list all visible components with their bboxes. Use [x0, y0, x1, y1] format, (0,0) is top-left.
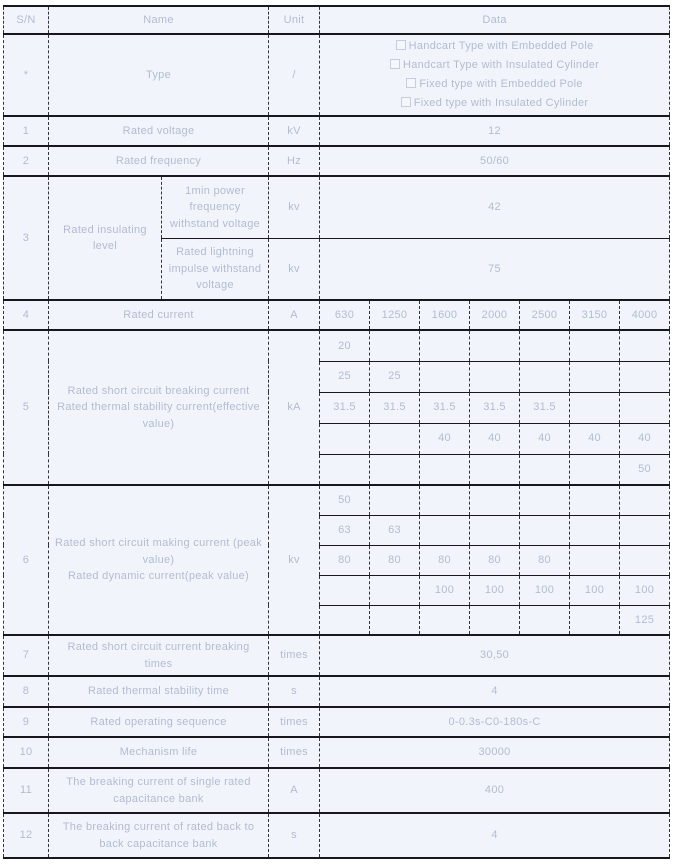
row-1	[4, 116, 670, 146]
cell-value: 30000	[320, 737, 670, 768]
grid-cell	[570, 515, 620, 545]
cell-unit: times	[269, 707, 320, 737]
cell-sn: 4	[4, 300, 49, 330]
grid-cell	[370, 605, 420, 635]
grid-cell: 31.5	[320, 392, 370, 423]
grid-cell: 31.5	[470, 392, 520, 423]
specification-table	[3, 5, 670, 859]
grid-cell	[520, 605, 570, 635]
checkbox-icon	[390, 59, 400, 69]
cell-sn: 5	[4, 330, 49, 485]
row-7	[4, 635, 670, 676]
cell-current-rating: 2500	[520, 300, 570, 330]
grid-cell	[370, 575, 420, 605]
grid-cell: 63	[370, 515, 420, 545]
grid-cell	[620, 361, 670, 392]
row-5-sub-0	[4, 330, 670, 361]
cell-value: 75	[320, 238, 670, 300]
cell-name	[49, 485, 269, 635]
cell-unit: kV	[269, 116, 320, 146]
name-line: Rated thermal stability current(effective value)	[57, 401, 260, 430]
grid-cell: 63	[320, 515, 370, 545]
grid-cell	[420, 515, 470, 545]
checkbox-icon	[396, 40, 406, 50]
grid-cell	[520, 330, 570, 361]
row-9	[4, 707, 670, 737]
grid-cell: 80	[370, 545, 420, 575]
type-option-label: Handcart Type with Insulated Cylinder	[402, 59, 600, 71]
name-line: Rated short circuit breaking current	[67, 384, 250, 397]
cell-name: Rated short circuit current breaking times	[49, 635, 269, 676]
grid-cell	[370, 454, 420, 485]
grid-cell: 25	[320, 361, 370, 392]
cell-unit: A	[269, 300, 320, 330]
cell-group-name: Rated insulating level	[49, 176, 162, 300]
grid-cell	[470, 485, 520, 515]
row-2	[4, 146, 670, 176]
grid-cell	[420, 454, 470, 485]
column-header-name: Name	[49, 6, 269, 34]
grid-cell	[420, 485, 470, 515]
row-11	[4, 768, 670, 813]
grid-cell: 100	[620, 575, 670, 605]
cell-sn: 6	[4, 485, 49, 635]
cell-name: The breaking current of single rated capacitance bank	[49, 768, 269, 813]
grid-cell: 31.5	[520, 392, 570, 423]
cell-unit: kA	[269, 330, 320, 485]
grid-cell	[370, 485, 420, 515]
cell-sn: 11	[4, 768, 49, 813]
cell-sn: 2	[4, 146, 49, 176]
grid-cell: 31.5	[370, 392, 420, 423]
cell-name	[49, 330, 269, 485]
cell-unit: A	[269, 768, 320, 813]
grid-cell	[620, 485, 670, 515]
grid-cell	[320, 423, 370, 454]
grid-cell	[520, 361, 570, 392]
grid-cell: 40	[470, 423, 520, 454]
cell-value: 400	[320, 768, 670, 813]
column-header-unit: Unit	[269, 6, 320, 34]
grid-cell: 40	[570, 423, 620, 454]
cell-unit: kv	[269, 485, 320, 635]
grid-cell	[620, 545, 670, 575]
grid-cell: 40	[620, 423, 670, 454]
row-4	[4, 300, 670, 330]
column-header-sn: S/N	[4, 6, 49, 34]
grid-cell	[620, 330, 670, 361]
name-line: Rated short circuit making current (peak value)	[54, 537, 263, 566]
cell-current-rating: 2000	[470, 300, 520, 330]
grid-cell: 40	[420, 423, 470, 454]
grid-cell	[570, 361, 620, 392]
cell-sn: 3	[4, 176, 49, 300]
cell-current-rating: 3150	[570, 300, 620, 330]
grid-cell: 80	[470, 545, 520, 575]
grid-cell	[420, 330, 470, 361]
row-12	[4, 813, 670, 858]
cell-unit: kv	[269, 176, 320, 238]
grid-cell	[570, 392, 620, 423]
cell-name: Type	[49, 34, 269, 116]
grid-cell	[570, 454, 620, 485]
cell-sub-name: 1min power frequency withstand voltage	[162, 176, 269, 238]
grid-cell: 80	[520, 545, 570, 575]
name-line: Rated dynamic current(peak value)	[67, 570, 250, 583]
grid-cell	[320, 454, 370, 485]
grid-cell	[420, 361, 470, 392]
grid-cell: 40	[520, 423, 570, 454]
cell-value: 0-0.3s-C0-180s-C	[320, 707, 670, 737]
cell-sn: 10	[4, 737, 49, 768]
cell-unit: Hz	[269, 146, 320, 176]
cell-sn: *	[4, 34, 49, 116]
row-10	[4, 737, 670, 768]
grid-cell	[470, 361, 520, 392]
cell-name: The breaking current of rated back to back capacitance bank	[49, 813, 269, 858]
grid-cell	[520, 485, 570, 515]
grid-cell	[370, 330, 420, 361]
grid-cell: 25	[370, 361, 420, 392]
grid-cell	[470, 515, 520, 545]
cell-unit: s	[269, 676, 320, 707]
grid-cell	[370, 423, 420, 454]
cell-name: Rated operating sequence	[49, 707, 269, 737]
header-row	[4, 6, 670, 34]
row-type	[4, 34, 670, 116]
cell-sn: 7	[4, 635, 49, 676]
grid-cell: 125	[620, 605, 670, 635]
cell-sub-name: Rated lightning impulse withstand voltage	[162, 238, 269, 300]
cell-value: 12	[320, 116, 670, 146]
column-header-data: Data	[320, 6, 670, 34]
cell-current-rating: 4000	[620, 300, 670, 330]
cell-sn: 1	[4, 116, 49, 146]
grid-cell	[620, 515, 670, 545]
cell-value: 30,50	[320, 635, 670, 676]
grid-cell: 100	[570, 575, 620, 605]
cell-current-rating: 1600	[420, 300, 470, 330]
type-option	[324, 56, 665, 75]
cell-sn: 8	[4, 676, 49, 707]
grid-cell	[520, 454, 570, 485]
type-option-label: Fixed type with Insulated Cylinder	[413, 97, 589, 109]
cell-unit: kv	[269, 238, 320, 300]
type-option	[324, 94, 665, 113]
cell-unit: times	[269, 635, 320, 676]
cell-value: 4	[320, 676, 670, 707]
type-option	[324, 75, 665, 94]
grid-cell	[520, 515, 570, 545]
grid-cell	[470, 454, 520, 485]
cell-value: 42	[320, 176, 670, 238]
row-3-sub-0	[4, 176, 670, 238]
row-8	[4, 676, 670, 707]
grid-cell	[620, 392, 670, 423]
grid-cell	[420, 605, 470, 635]
checkbox-icon	[401, 97, 411, 107]
grid-cell: 100	[470, 575, 520, 605]
grid-cell	[570, 330, 620, 361]
type-option-label: Handcart Type with Embedded Pole	[408, 40, 594, 52]
cell-name: Rated thermal stability time	[49, 676, 269, 707]
grid-cell: 50	[320, 485, 370, 515]
cell-unit: times	[269, 737, 320, 768]
grid-cell: 80	[420, 545, 470, 575]
cell-type-options	[320, 34, 670, 116]
grid-cell	[570, 545, 620, 575]
grid-cell	[570, 605, 620, 635]
grid-cell: 100	[420, 575, 470, 605]
type-option	[324, 37, 665, 56]
grid-cell: 50	[620, 454, 670, 485]
cell-name: Mechanism life	[49, 737, 269, 768]
cell-value: 4	[320, 813, 670, 858]
cell-name: Rated current	[49, 300, 269, 330]
cell-current-rating: 1250	[370, 300, 420, 330]
cell-name: Rated voltage	[49, 116, 269, 146]
grid-cell	[470, 330, 520, 361]
grid-cell: 100	[520, 575, 570, 605]
grid-cell	[320, 605, 370, 635]
grid-cell	[470, 605, 520, 635]
grid-cell	[570, 485, 620, 515]
grid-cell: 20	[320, 330, 370, 361]
cell-current-rating: 630	[320, 300, 370, 330]
cell-sn: 12	[4, 813, 49, 858]
grid-cell: 31.5	[420, 392, 470, 423]
type-option-label: Fixed type with Embedded Pole	[419, 78, 583, 90]
row-6-sub-0	[4, 485, 670, 515]
checkbox-icon	[406, 78, 416, 88]
grid-cell	[320, 575, 370, 605]
cell-name: Rated frequency	[49, 146, 269, 176]
cell-value: 50/60	[320, 146, 670, 176]
cell-unit: /	[269, 34, 320, 116]
cell-unit: s	[269, 813, 320, 858]
grid-cell: 80	[320, 545, 370, 575]
cell-sn: 9	[4, 707, 49, 737]
